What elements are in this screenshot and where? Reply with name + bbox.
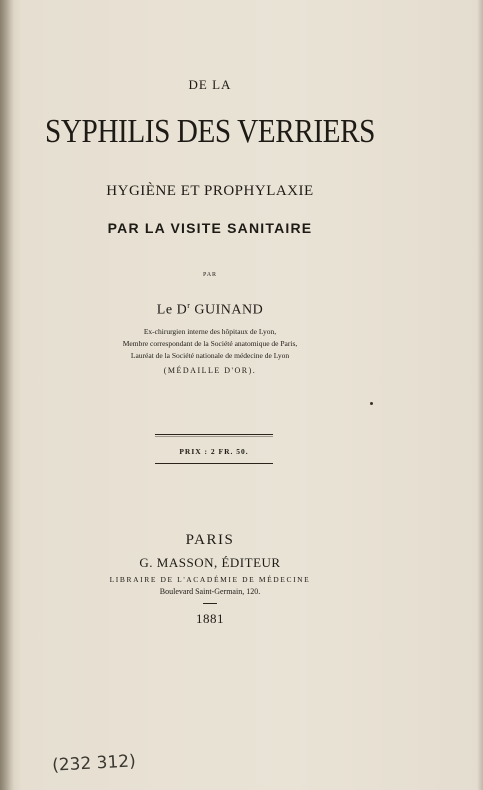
author-medal: (MÉDAILLE D'OR). [163,366,257,375]
page-edge [477,0,483,790]
price-rule-top [155,434,273,435]
publisher-address: Boulevard Saint-Germain, 120. [159,587,261,596]
binding-shadow [0,0,14,790]
publisher-name: G. MASSON, ÉDITEUR [139,555,281,570]
publication-city: PARIS [185,532,235,548]
author-credential: Lauréat de la Société nationale de médecine de Lyon [130,351,290,360]
publisher-role: LIBRAIRE DE L'ACADÉMIE DE MÉDECINE [109,575,311,584]
year-divider [203,603,217,604]
author-name: Le $D^r$ GUINAND [156,301,264,318]
author-credential: Ex-chirurgien interne des hôpitaux de Lyon, [143,327,277,336]
subtitle-visite: PAR LA VISITE SANITAIRE [107,220,313,236]
main-title: SYPHILIS DES VERRIERS [44,113,375,150]
ink-speck [370,402,373,405]
subtitle-hygiene: HYGIÈNE ET PROPHYLAXIE [106,183,314,199]
publication-year: 1881 [196,611,224,626]
by-label: PAR [202,272,218,278]
handwritten-shelfmark [50,736,160,784]
price: PRIX : 2 FR. 50. [179,447,249,456]
price-rule-top-shadow [155,436,273,437]
price-rule-bottom [155,463,273,464]
author-credential: Membre correspondant de la Société anatomique de Paris, [122,339,298,348]
title-prefix: DE LA [188,77,232,92]
shelfmark-text: (232 312) [51,751,137,776]
